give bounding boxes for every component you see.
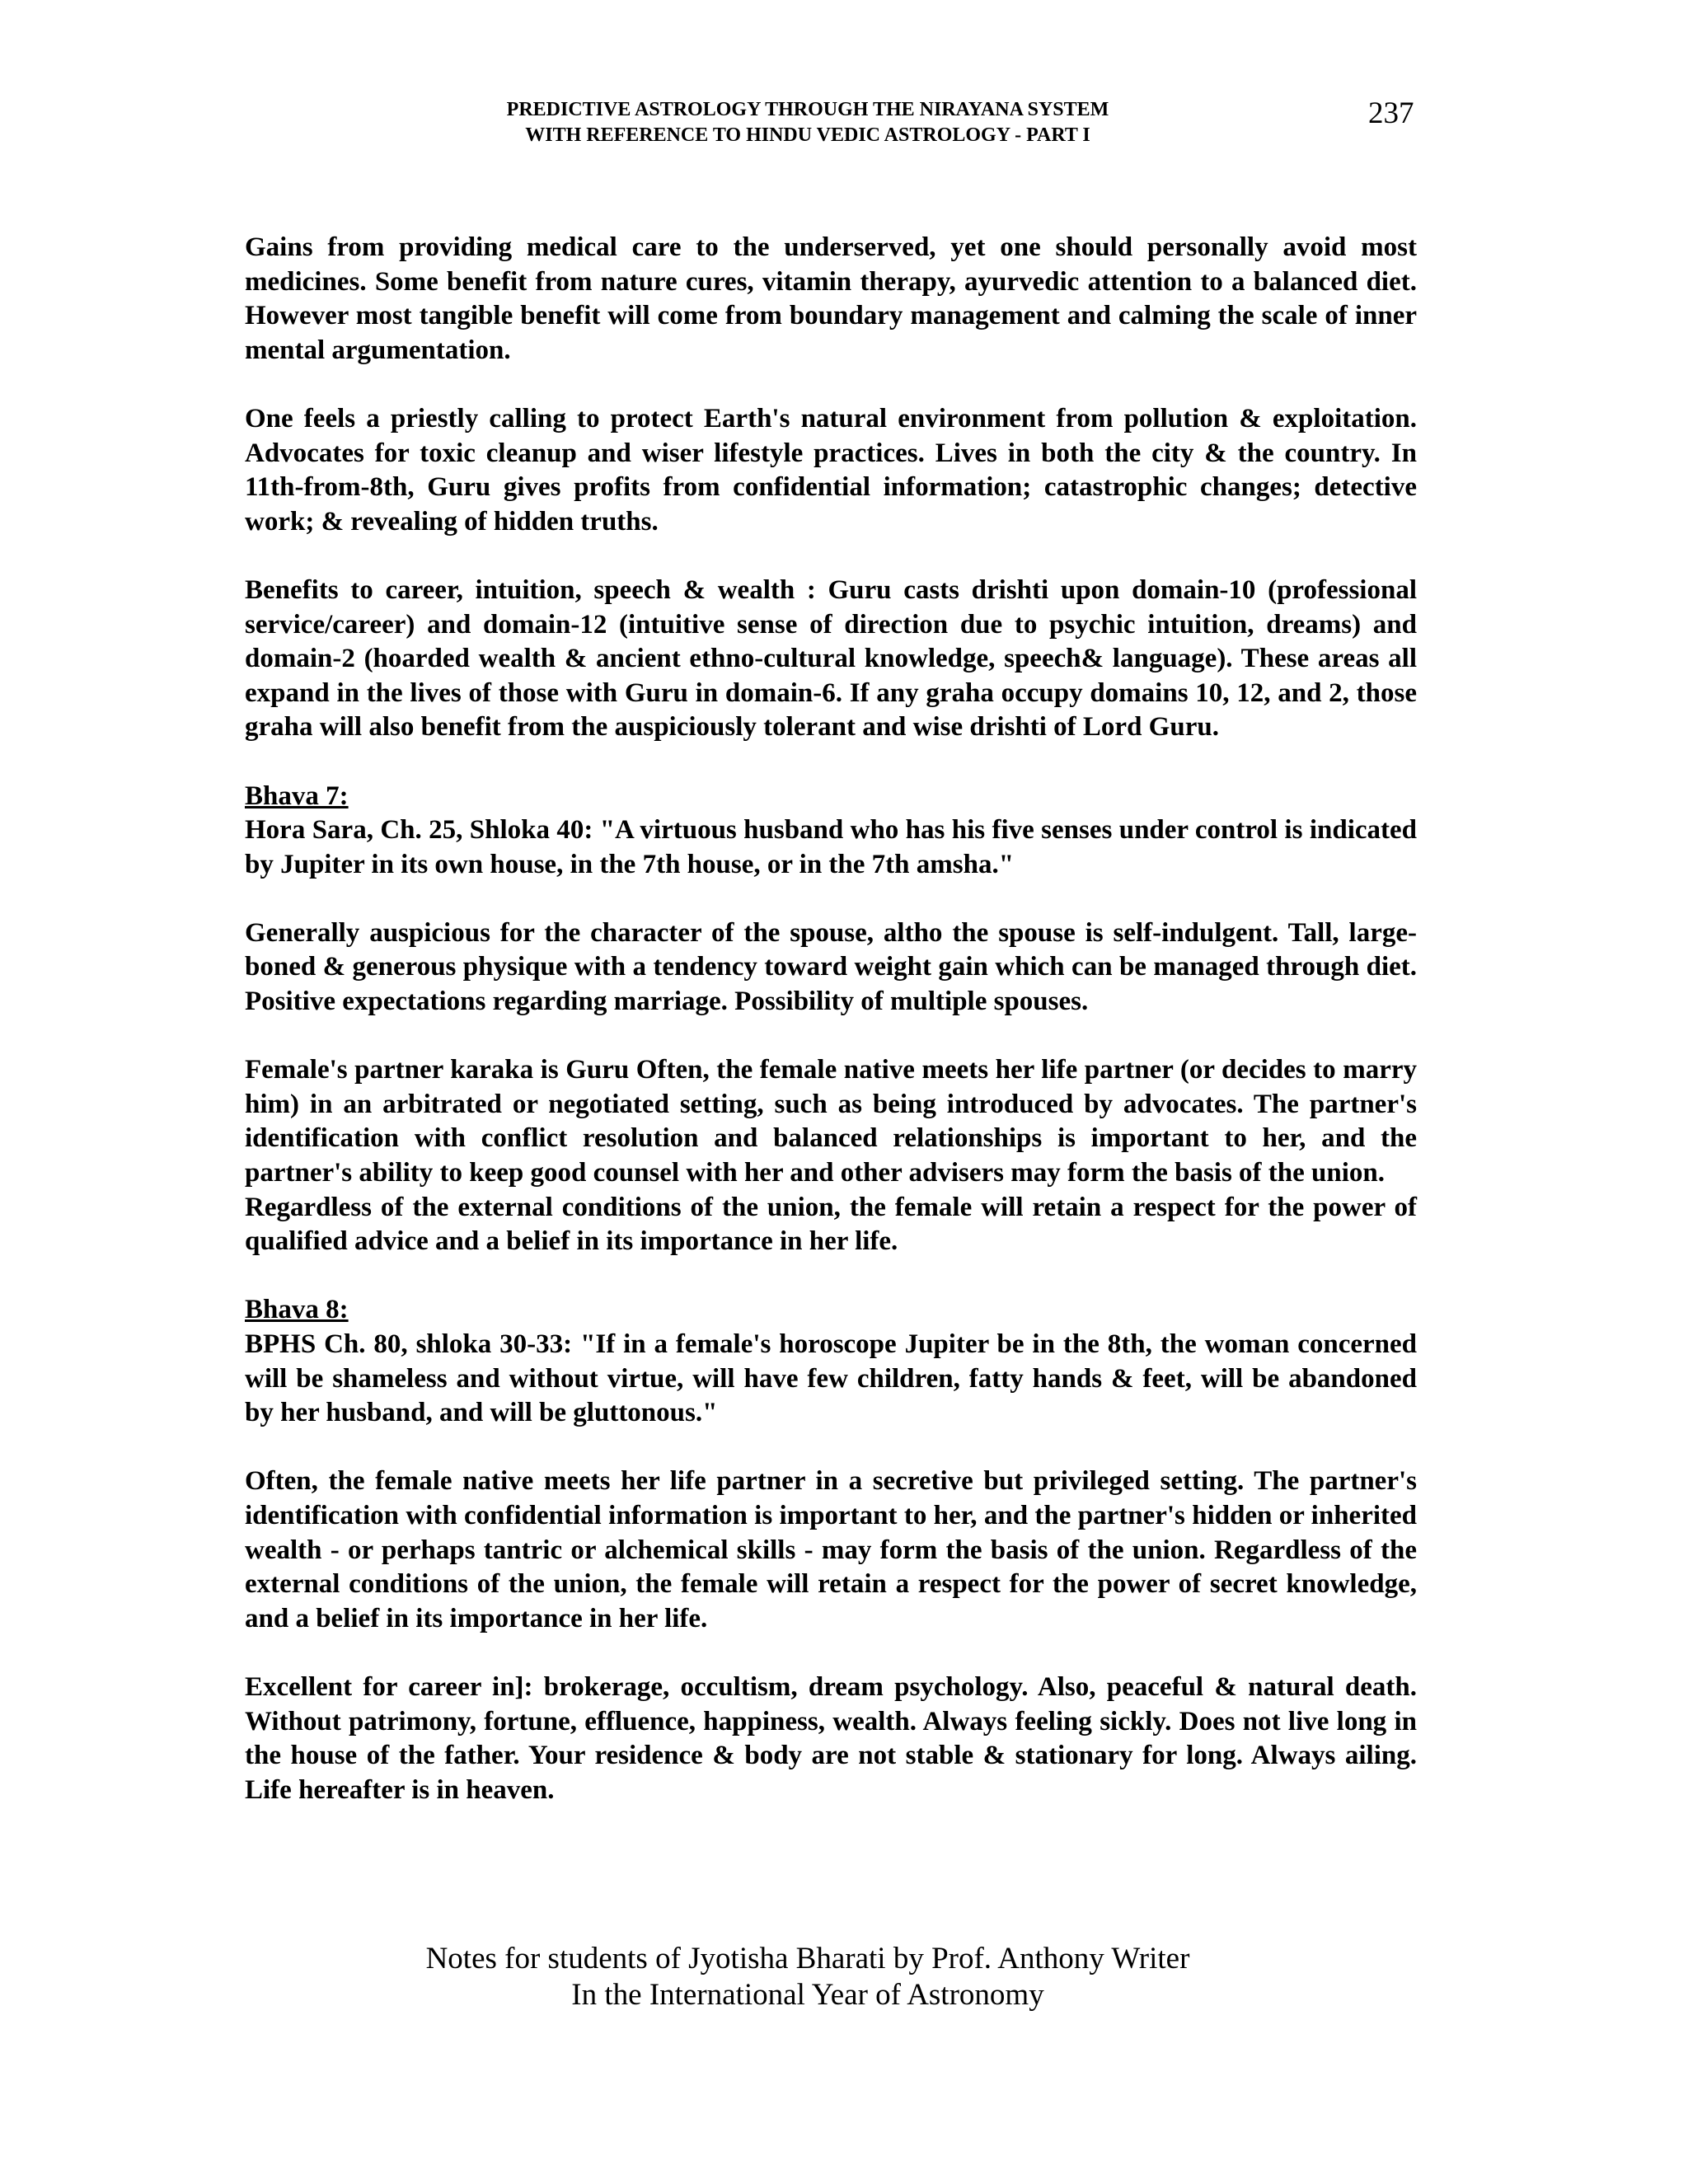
page-footer — [313, 1941, 1302, 2013]
paragraph-medical-care: Gains from providing medical care to the underserved, yet one should personally avoid most medicines. Some benefit from nature cures, vitamin therapy, ayurvedic attention to a balanced diet. However most tangible benefit will come from boundary management and calming the scale of inner mental argumentation. — [245, 232, 1417, 365]
paragraph-spouse-character: Generally auspicious for the character of the spouse, altho the spouse is self-indulgent. Tall, large-boned & generous physique with a tendency toward weight gain which can be managed through diet. Positive expectations regarding marriage. Possibility of multiple spouses. — [245, 917, 1417, 1017]
header-line-1: PREDICTIVE ASTROLOGY THROUGH THE NIRAYANA SYSTEM — [506, 99, 1109, 120]
paragraph-environment: One feels a priestly calling to protect Earth's natural environment from pollution & exploitation. Advocates for toxic cleanup and wiser lifestyle practices. Lives in both the city & the country. In 11th-from-8th, Guru gives profits from confidential information; catastrophic changes; detective work; & revealing of hidden truths. — [245, 403, 1417, 537]
paragraph-qualified-advice: Regardless of the external conditions of the union, the female will retain a respect for the power of qualified advice and a belief in its importance in her life. — [245, 1192, 1417, 1257]
quote-hora-sara: Hora Sara, Ch. 25, Shloka 40: "A virtuous husband who has his five senses under control is indicated by Jupiter in its own house, in the 7th house, or in the 7th amsha." — [245, 815, 1417, 879]
paragraph-secretive-setting: Often, the female native meets her life partner in a secretive but privileged setting. The partner's identification with confidential information is important to her, and the partner's hidden or inherited wealth - or perhaps tantric or alchemical skills - may form the basis of the union. Regardless of the external conditions of the union, the female will retain a respect for the power of secret knowledge, and a belief in its importance in her life. — [245, 1466, 1417, 1633]
header-line-2: WITH REFERENCE TO HINDU VEDIC ASTROLOGY - PART I — [525, 124, 1090, 146]
footer-line-1: Notes for students of Jyotisha Bharati by Prof. Anthony Writer — [425, 1942, 1190, 1975]
page-body — [245, 231, 1417, 1807]
paragraph-career: Excellent for career in]: brokerage, occultism, dream psychology. Also, peaceful & natural death. Without patrimony, fortune, effluence, happiness, wealth. Always feeling sickly. Does not live long in the house of the father. Your residence & body are not stable & stationary for long. Always ailing. Life hereafter is in heaven. — [245, 1671, 1417, 1805]
section-heading-bhava-7: Bhava 7: — [245, 780, 349, 811]
paragraph-female-partner-karaka: Female's partner karaka is Guru Often, the female native meets her life partner (or decides to marry him) in an arbitrated or negotiated setting, such as being introduced by advocates. The partner's identification with conflict resolution and balanced relationships is important to her, and the partner's ability to keep good counsel with her and other advisers may form the basis of the union. — [245, 1055, 1417, 1188]
page-number: 237 — [1368, 96, 1414, 130]
paragraph-drishti-benefits: Benefits to career, intuition, speech & wealth : Guru casts drishti upon domain-10 (professional service/career) and domain-12 (intuitive sense of direction due to psychic intuition, dreams) and domain-2 (hoarded wealth & ancient ethno-cultural knowledge, speech& language). These areas all expand in the lives of those with Guru in domain-6. If any graha occupy domains 10, 12, and 2, those graha will also benefit from the auspiciously tolerant and wise drishti of Lord Guru. — [245, 574, 1417, 743]
quote-bphs: BPHS Ch. 80, shloka 30-33: "If in a female's horoscope Jupiter be in the 8th, the woman concerned will be shameless and without virtue, will have few children, fatty hands & feet, will be abandoned by her husband, and will be gluttonous." — [245, 1329, 1417, 1428]
running-header — [354, 97, 1261, 148]
section-heading-bhava-8: Bhava 8: — [245, 1295, 349, 1325]
footer-line-2: In the International Year of Astronomy — [571, 1978, 1044, 2012]
